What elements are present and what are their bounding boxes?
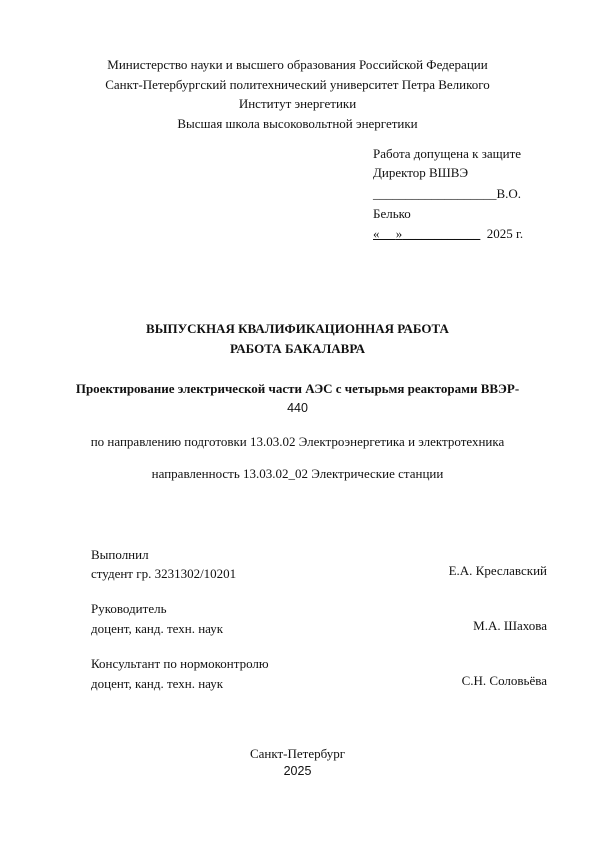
school-line: Высшая школа высоковольтной энергетики <box>177 116 418 131</box>
document-subtitle: РАБОТА БАКАЛАВРА <box>230 341 365 356</box>
footer-city: Санкт-Петербург <box>249 746 346 761</box>
university-line: Санкт-Петербургский политехнический университет Петра Великого <box>105 77 490 92</box>
topic-line-1: Проектирование электрической части АЭС с четырьмя реакторами ВВЭР- <box>75 381 520 396</box>
signature-role-supervisor: Руководитель <box>91 601 167 616</box>
study-direction: по направлению подготовки 13.03.02 Электроэнергетика и электротехника <box>90 434 505 449</box>
date-year: 2025 г. <box>486 226 524 241</box>
signature-name-student: Е.А. Креславский <box>448 563 547 578</box>
signature-position-supervisor: доцент, канд. техн. наук <box>91 621 224 636</box>
approval-director: Директор ВШВЭ <box>373 165 469 180</box>
institute-line: Институт энергетики <box>238 96 357 111</box>
signature-blank: ___________________ <box>373 186 497 201</box>
signature-name-supervisor: М.А. Шахова <box>473 618 547 633</box>
footer-year: 2025 <box>283 764 312 778</box>
document-title: ВЫПУСКНАЯ КВАЛИФИКАЦИОННАЯ РАБОТА <box>146 321 449 336</box>
approval-surname: Белько <box>373 206 411 221</box>
approval-admitted: Работа допущена к защите <box>373 146 522 161</box>
signature-name-consultant: С.Н. Соловьёва <box>461 673 547 688</box>
signature-initials: В.О. <box>496 186 522 201</box>
signature-position-student: студент гр. 3231302/10201 <box>91 566 237 581</box>
signature-role-consultant: Консультант по нормоконтролю <box>91 656 269 671</box>
approval-signature-line <box>373 186 521 202</box>
signature-role-student: Выполнил <box>91 547 149 562</box>
date-day-field: « » <box>373 226 403 241</box>
signature-position-consultant: доцент, канд. техн. наук <box>91 676 224 691</box>
study-profile: направленность 13.03.02_02 Электрические станции <box>151 466 444 481</box>
approval-date-line <box>373 226 523 242</box>
topic-line-2: 440 <box>287 401 308 415</box>
ministry-line: Министерство науки и высшего образования Российской Федерации <box>107 57 488 72</box>
date-month-blank: ____________ <box>402 226 481 241</box>
